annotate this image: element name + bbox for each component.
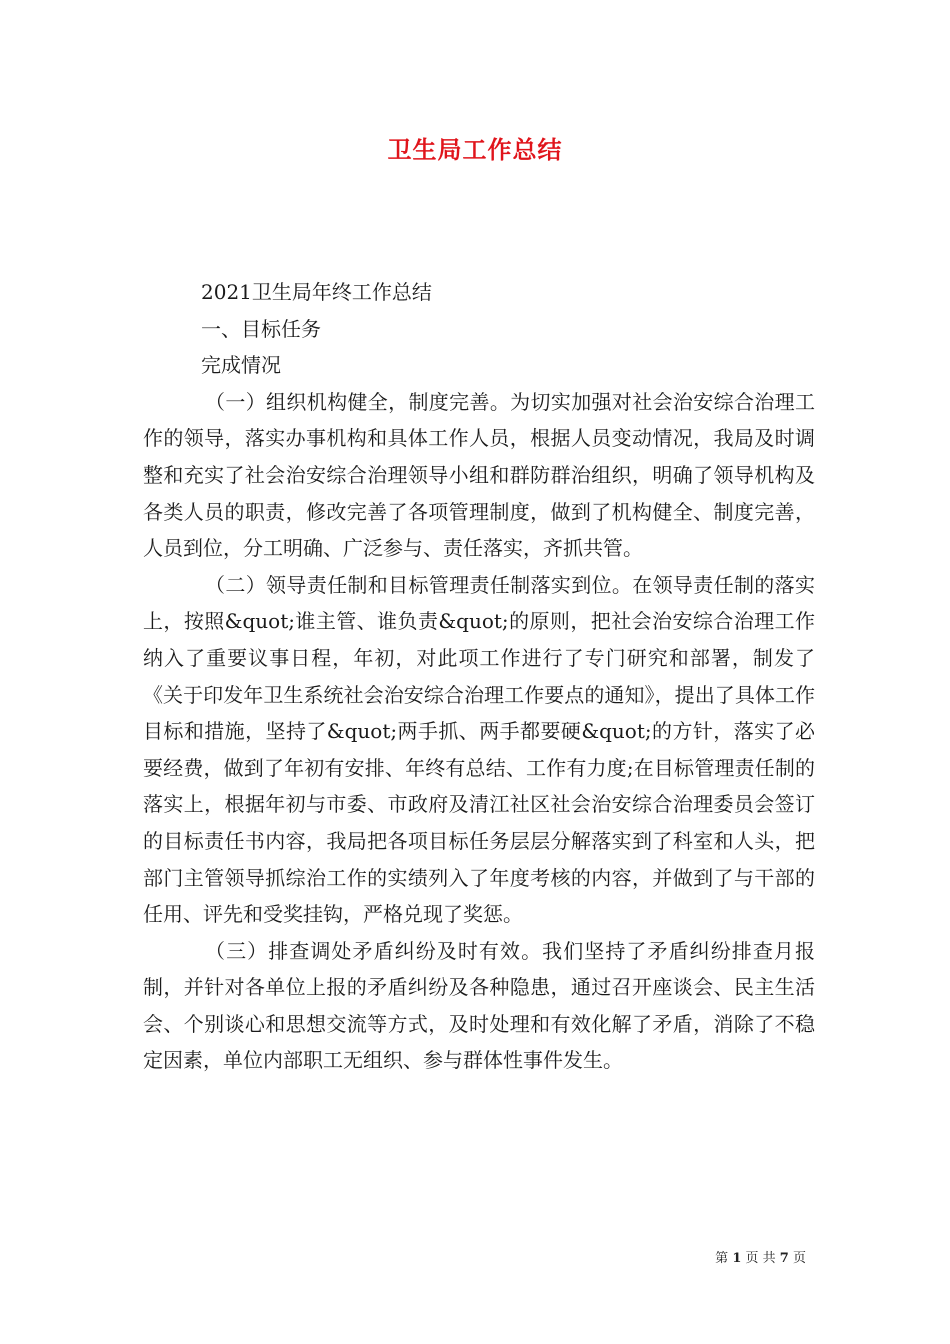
paragraph-3: （三）排查调处矛盾纠纷及时有效。我们坚持了矛盾纠纷排查月报制，并针对各单位上报的矛盾纠纷及各种隐患，通过召开座谈会、民主生活会、个别谈心和思想交流等方式，及时处理和有效化解了矛盾，消除了不稳定因素，单位内部职工无组织、参与群体性事件发生。 bbox=[143, 938, 815, 1073]
section-heading: 一、目标任务 bbox=[201, 316, 321, 341]
document-subtitle: 2021卫生局年终工作总结 bbox=[201, 280, 432, 304]
footer-current-page: 1 bbox=[732, 1251, 742, 1266]
sub-heading: 完成情况 bbox=[201, 353, 281, 378]
document-body bbox=[143, 274, 815, 1079]
page-number-footer bbox=[715, 1247, 806, 1266]
document-title: 卫生局工作总结 bbox=[387, 136, 563, 164]
footer-suffix: 页 bbox=[792, 1251, 806, 1266]
paragraph-2: （二）领导责任制和目标管理责任制落实到位。在领导责任制的落实上，按照&quot;谁主管、谁负责&quot;的原则，把社会治安综合治理工作纳入了重要议事日程，年初，对此项工作进行了专门研究和部署，制发了《关于印发年卫生系统社会治安综合治理工作要点的通知》，提出了具体工作目标和措施，坚持了&quot;两手抓、两手都要硬&quot;的方针，落实了必要经费，做到了年初有安排、年终有总结、工作有力度;在目标管理责任制的落实上，根据年初与市委、市政府及清江社区社会治安综合治理委员会签订的目标责任书内容，我局把各项目标任务层层分解落实到了科室和人头，把部门主管领导抓综治工作的实绩列入了年度考核的内容，并做到了与干部的任用、评先和受奖挂钩，严格兑现了奖惩。 bbox=[143, 572, 815, 927]
paragraph-1: （一）组织机构健全，制度完善。为切实加强对社会治安综合治理工作的领导，落实办事机构和具体工作人员，根据人员变动情况，我局及时调整和充实了社会治安综合治理领导小组和群防群治组织，明确了领导机构及各类人员的职责，修改完善了各项管理制度，做到了机构健全、制度完善，人员到位，分工明确、广泛参与、责任落实，齐抓共管。 bbox=[143, 389, 815, 561]
footer-prefix: 第 bbox=[715, 1251, 729, 1266]
footer-total-pages: 7 bbox=[779, 1251, 789, 1266]
footer-middle: 页 共 bbox=[745, 1251, 776, 1266]
